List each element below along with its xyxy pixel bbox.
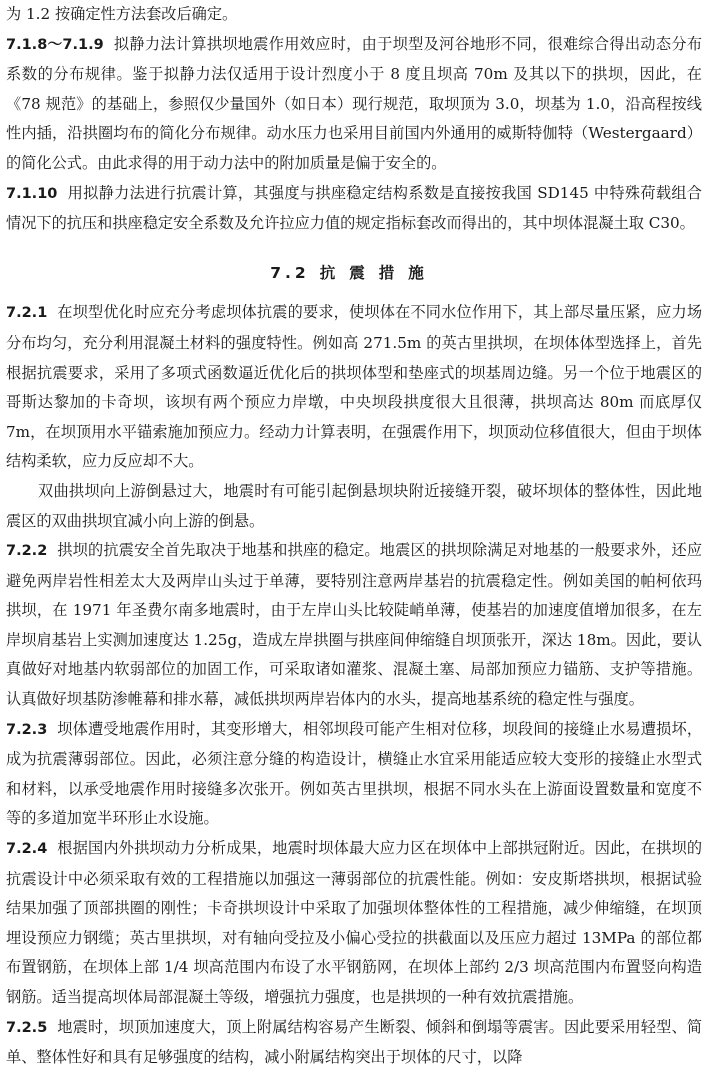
section-title: 抗震措施 xyxy=(319,263,438,282)
clause-7-2-1 xyxy=(6,298,702,477)
clause-text: 坝体遭受地震作用时，其变形增大，相邻坝段可能产生相对位移，坝段间的接缝止水易遭损坏，成为抗震薄弱部位。因此，必须注意分缝的构造设计，横缝止水宜采用能适应较大变形的接缝止水型式和材料，以承受地震作用时接缝多次张开。例如英古里拱坝，根据不同水头在上游面设置数量和宽度不等的多道加宽半环形止水设施。 xyxy=(6,719,703,828)
clause-text: 在坝型优化时应充分考虑坝体抗震的要求，使坝体在不同水位作用下，其上部尽量压紧，应力场分布均匀，充分利用混凝土材料的强度特性。例如高 271.5m 的英古里拱坝，在坝体体型选择上，首先根据抗震要求，采用了多项式函数逼近优化后的拱坝体型和垫座式的坝基周边缝。另一个位于地震区的哥斯达黎加的卡奇坝，该坝有两个预应力岸墩，中央坝段拱度很大且很薄，拱坝高达 80m 而底厚仅 7m，在坝顶用水平锚索施加预应力。经动力计算表明，在强震作用下，坝顶动位移值很大，但由于坝体结构柔软，应力反应却不大。 xyxy=(6,303,703,471)
clause-number: 7.2.3 xyxy=(6,721,48,738)
clause-text: 根据国内外拱坝动力分析成果，地震时坝体最大应力区在坝体中上部拱冠附近。因此，在拱坝的抗震设计中必须采取有效的工程措施以加强这一薄弱部位的抗震性能。例如：安皮斯塔拱坝，根据试验结果加强了顶部拱圈的刚性；卡奇拱坝设计中采取了加强坝体整体性的工程措施，减少伸缩缝，在坝顶埋设预应力钢缆；英古里拱坝，对有轴向受拉及小偏心受拉的拱截面以及压应力超过 13MPa 的部位都布置钢筋，在坝体上部 1/4 坝高范围内布设了水平钢筋网，在坝体上部约 2/3 坝高范围内布置竖向构造钢筋。适当提高坝体局部混凝土等级，增强抗力强度，也是拱坝的一种有效抗震措施。 xyxy=(6,839,703,1006)
document-page xyxy=(6,0,703,1067)
clause-7-2-4 xyxy=(6,834,702,1013)
clause-number: 7.2.5 xyxy=(6,1019,48,1036)
clause-7-1-10 xyxy=(6,179,702,239)
section-heading xyxy=(6,259,702,289)
clause-7-2-5 xyxy=(6,1013,702,1073)
clause-text: 拱坝的抗震安全首先取决于地基和拱座的稳定。地震区的拱坝除满足对地基的一般要求外，还应避免两岸岩性相差太大及两岸山头过于单薄，要特别注意两岸基岩的抗震稳定性。例如美国的帕柯依玛拱坝，在 1971 年圣费尔南多地震时，由于左岸山头比较陡峭单薄，使基岩的加速度值增加很多，在左岸坝肩基岩上实测加速度达 1.25g，造成左岸拱圈与拱座间伸缩缝自坝顶张开，深达 18m。因此，要认真做好对地基内软弱部位的加固工作，可采取诸如灌浆、混凝土塞、局部加预应力锚筋、支护等措施。认真做好坝基防渗帷幕和排水幕，减低拱坝两岸岩体内的水头，提高地基系统的稳定性与强度。 xyxy=(6,541,703,709)
clause-number: 7.2.1 xyxy=(6,305,48,322)
clause-7-2-2 xyxy=(6,536,702,715)
intro-line: 为 1.2 按确定性方法套改后确定。 xyxy=(6,5,238,23)
clause-text: 地震时，坝顶加速度大，顶上附属结构容易产生断裂、倾斜和倒塌等震害。因此要采用轻型、简单、整体性好和具有足够强度的结构，减小附属结构突出于坝体的尺寸，以降 xyxy=(6,1017,703,1067)
clause-number: 7.1.10 xyxy=(6,185,58,202)
clause-7-1-8 xyxy=(6,30,702,179)
clause-text: 拟静力法计算拱坝地震作用效应时，由于坝型及河谷地形不同，很难综合得出动态分布系数的分布规律。鉴于拟静力法仅适用于设计烈度小于 8 度且坝高 70m 及其以下的拱坝，因此，在《78 规范》的基础上，参照仅少量国外（如日本）现行规范，取坝顶为 3.0，坝基为 1.0，沿高程按线性内插，沿拱圈均布的简化分布规律。动水压力也采用目前国内外通用的威斯特伽特（Westergaard）的简化公式。由此求得的用于动力法中的附加质量是偏于安全的。 xyxy=(6,34,703,172)
clause-number: 7.2.2 xyxy=(6,543,48,560)
clause-7-2-3 xyxy=(6,715,702,834)
section-number: 7.2 xyxy=(270,263,310,282)
clause-7-2-1-continuation: 双曲拱坝向上游倒悬过大，地震时有可能引起倒悬坝块附近接缝开裂，破坏坝体的整体性，因此地震区的双曲拱坝宜减小向上游的倒悬。 xyxy=(6,481,702,530)
clause-number: 7.1.8～7.1.9 xyxy=(6,36,104,53)
clause-number: 7.2.4 xyxy=(6,841,48,858)
clause-text: 用拟静力法进行抗震计算，其强度与拱座稳定结构系数是直接按我国 SD145 中特殊荷载组合情况下的抗压和拱座稳定安全系数及允许拉应力值的规定指标套改而得出的，其中坝体混凝土取 C30。 xyxy=(6,183,702,233)
